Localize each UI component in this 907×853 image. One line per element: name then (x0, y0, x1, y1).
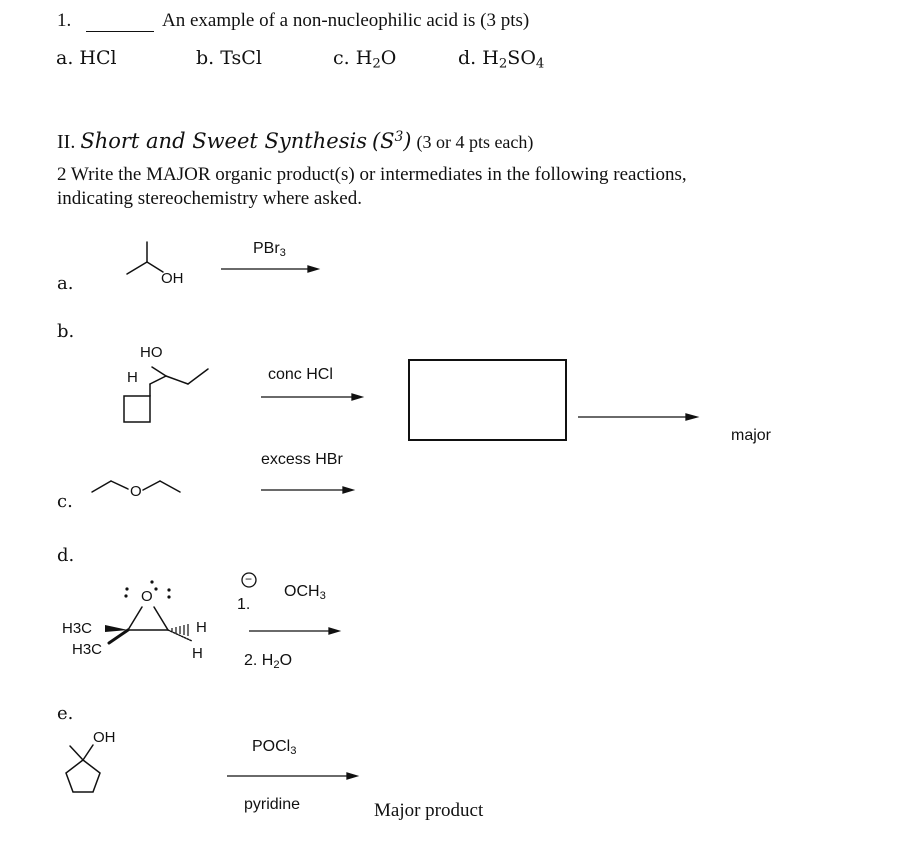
arrow-d-head (329, 628, 339, 634)
arrow-c-head (343, 487, 353, 493)
option-d: d. $H_2SO_4$ (458, 47, 545, 72)
isopropanol-structure (127, 242, 163, 274)
option-b: b. TsCl (196, 47, 262, 69)
c-reagent: excess HBr (261, 451, 343, 468)
c-oxygen-label: O (130, 483, 142, 500)
a-reagent: PBr$_3$ (253, 240, 286, 259)
arrow-b2-head (686, 414, 697, 420)
arrow-a-head (308, 266, 318, 272)
e-oh-label: OH (93, 729, 116, 746)
d-h3c-bottom: H3C (72, 641, 103, 658)
b-reagent: conc HCl (268, 366, 333, 383)
instruction-line-1: 2 Write the MAJOR organic product(s) or intermediates in the following reactions, (57, 164, 687, 185)
instruction-line-2: indicating stereochemistry where asked. (57, 188, 362, 209)
d-step1-reagent: $OCH_3$ (284, 583, 326, 602)
d-step1-number: 1. (237, 596, 251, 613)
hash-lines-right (172, 624, 188, 636)
b-major-label: major (731, 427, 772, 444)
reaction-a-label: a. (57, 273, 74, 294)
d-charge-sign: − (245, 572, 253, 586)
d-h-top: H (196, 619, 207, 636)
option-a: a. HCl (56, 47, 117, 69)
d-h-bottom: H (192, 645, 203, 662)
d-h3c-top: H3C (62, 620, 93, 637)
arrow-b-head (352, 394, 362, 400)
intermediate-box (409, 360, 566, 440)
reaction-c-label: c. (57, 491, 73, 512)
b-ho-label: HO (140, 344, 163, 361)
e-reagent: POCl$_3$ (252, 738, 297, 757)
reaction-b-label: b. (57, 321, 75, 342)
question-number: 1. (57, 10, 72, 31)
arrow-e-head (347, 773, 357, 779)
reaction-e-label: e. (57, 703, 74, 724)
epoxide-structure (109, 607, 192, 643)
d-step2-reagent: 2. $H_2O$ (244, 652, 293, 671)
a-oh-label: OH (161, 270, 184, 287)
section-title: II. Short and Sweet Synthesis $(S^3)$ (3 or 4 pts each) (57, 129, 534, 153)
option-c: c. $H_2O$ (333, 47, 397, 72)
e-reagent-below: pyridine (244, 796, 301, 813)
d-oxygen-label: O (141, 588, 153, 605)
cyclopentanol-structure (66, 745, 100, 792)
b-h-label: H (127, 369, 138, 386)
e-major-product-label: Major product (374, 800, 484, 821)
question-prompt: An example of a non-nucleophilic acid is (3 pts) (162, 10, 530, 31)
reaction-d-label: d. (57, 545, 75, 566)
